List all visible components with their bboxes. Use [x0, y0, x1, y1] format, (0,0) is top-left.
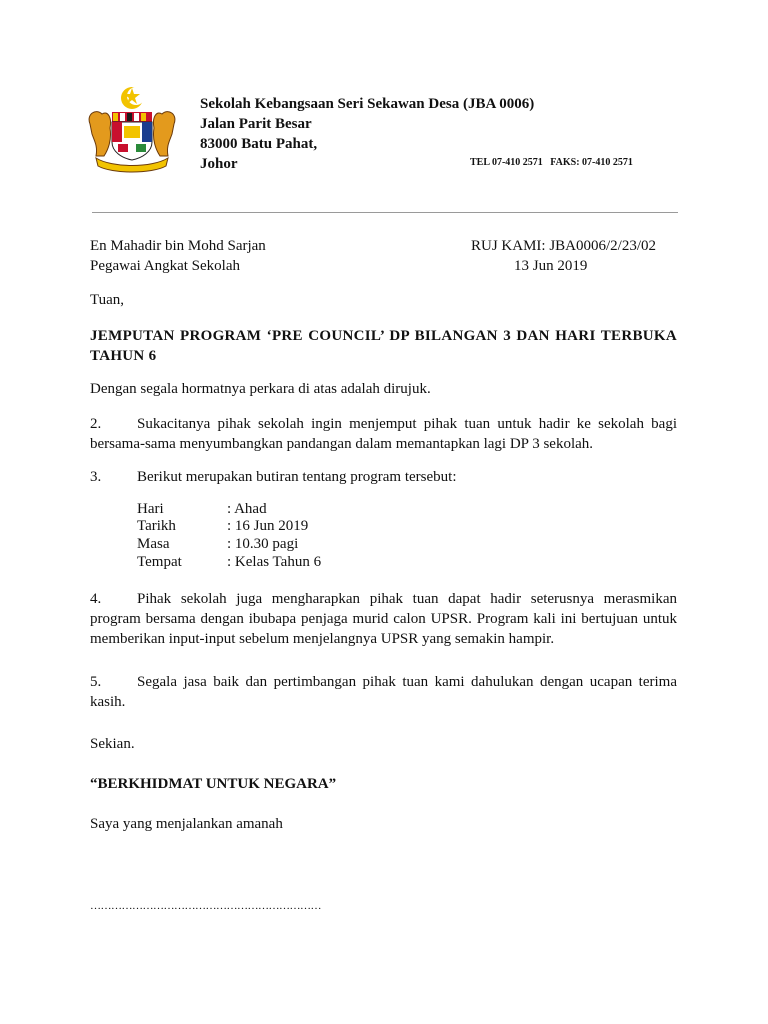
- paragraph-2-number: 2.: [90, 416, 102, 432]
- detail-value: : 10.30 pagi: [227, 536, 299, 552]
- recipient-name: En Mahadir bin Mohd Sarjan: [90, 238, 266, 254]
- address-line-2: 83000 Batu Pahat,: [200, 136, 318, 152]
- paragraph-5: [90, 672, 677, 712]
- left-tiger-icon: [89, 112, 110, 156]
- header-divider: [92, 212, 678, 213]
- paragraph-3-text: Berikut merupakan butiran tentang program tersebut:: [137, 469, 457, 485]
- detail-value: : Ahad: [227, 501, 267, 517]
- detail-label: Tarikh: [137, 518, 176, 534]
- paragraph-3-number: 3.: [90, 469, 102, 485]
- crescent-star-icon: [121, 87, 145, 109]
- detail-label: Hari: [137, 501, 164, 517]
- salutation: Tuan,: [90, 292, 125, 308]
- paragraph-1: Dengan segala hormatnya perkara di atas adalah dirujuk.: [90, 381, 431, 397]
- detail-value: : Kelas Tahun 6: [227, 554, 322, 570]
- signature-line: …………………………………………………………: [90, 900, 321, 912]
- signoff: Saya yang menjalankan amanah: [90, 816, 283, 832]
- address-line-3: Johor: [200, 156, 238, 172]
- paragraph-2: [90, 414, 677, 454]
- closing: Sekian.: [90, 736, 135, 752]
- paragraph-2-text: Sukacitanya pihak sekolah ingin menjemput pihak tuan untuk hadir ke sekolah bagi bersama-sama menyumbangkan pandangan dalam memantapkan lagi DP 3 sekolah.: [90, 416, 677, 452]
- shield-icon: [112, 112, 152, 160]
- recipient-title: Pegawai Angkat Sekolah: [90, 258, 240, 274]
- coat-of-arms-logo: [82, 84, 182, 179]
- reference-number: RUJ KAMI: JBA0006/2/23/02: [471, 238, 657, 254]
- detail-row: [137, 500, 267, 518]
- contact-numbers: TEL 07-410 2571 FAKS: 07-410 2571: [470, 157, 633, 168]
- paragraph-4-number: 4.: [90, 591, 102, 607]
- letter-date: 13 Jun 2019: [514, 258, 588, 274]
- detail-value: : 16 Jun 2019: [227, 518, 309, 534]
- address-line-1: Jalan Parit Besar: [200, 116, 312, 132]
- detail-row: [137, 517, 308, 535]
- detail-row: [137, 535, 298, 553]
- letter-subject: JEMPUTAN PROGRAM ‘PRE COUNCIL’ DP BILANGAN 3 DAN HARI TERBUKA TAHUN 6: [90, 328, 677, 364]
- detail-row: [137, 553, 321, 571]
- paragraph-5-text: Segala jasa baik dan pertimbangan pihak tuan kami dahulukan dengan ucapan terima kasih.: [90, 674, 677, 710]
- paragraph-4-text: Pihak sekolah juga mengharapkan pihak tuan dapat hadir seterusnya merasmikan program bersama dengan ibubapa penjaga murid calon UPSR. Program kali ini bertujuan untuk memberikan input-input sebelum menjelangnya UPSR yang semakin hampir.: [90, 591, 677, 647]
- right-tiger-icon: [153, 112, 174, 156]
- paragraph-4: [90, 589, 677, 649]
- motto: “BERKHIDMAT UNTUK NEGARA”: [90, 776, 337, 792]
- detail-label: Tempat: [137, 554, 182, 570]
- detail-label: Masa: [137, 536, 170, 552]
- school-name: Sekolah Kebangsaan Seri Sekawan Desa (JBA 0006): [200, 96, 535, 112]
- paragraph-5-number: 5.: [90, 674, 102, 690]
